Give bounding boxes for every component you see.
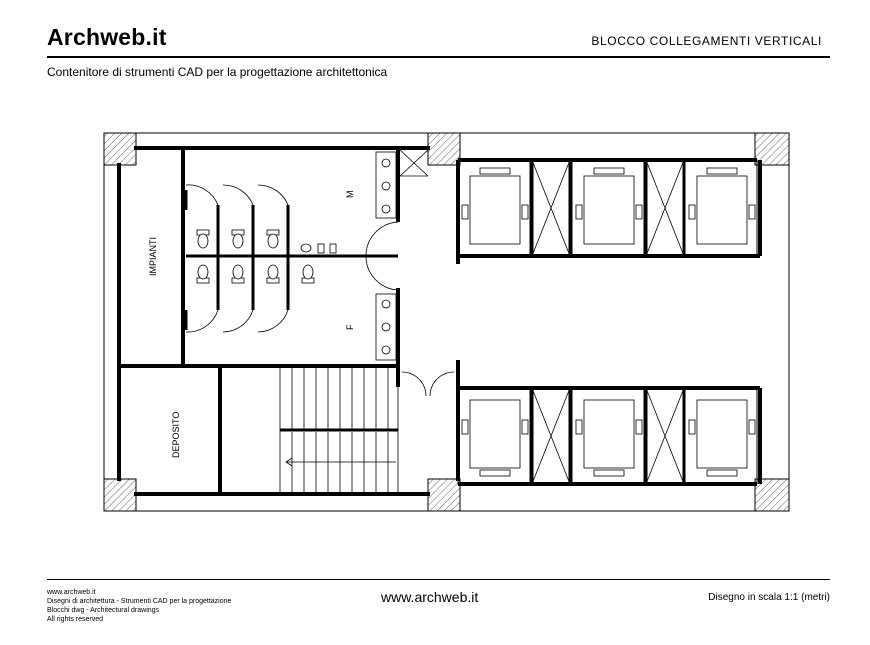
footer-scale: Disegno in scala 1:1 (metri) bbox=[708, 592, 830, 603]
label-impianti: IMPIANTI bbox=[148, 236, 158, 276]
column bbox=[104, 479, 136, 511]
columns bbox=[104, 133, 789, 511]
corridor bbox=[400, 150, 428, 176]
toilet-icon bbox=[232, 230, 244, 248]
footer-line: All rights reserved bbox=[47, 616, 104, 623]
logo: Archweb.it bbox=[47, 24, 167, 50]
toilet-icon bbox=[232, 265, 244, 283]
elevator-bank-bottom bbox=[458, 388, 760, 484]
footer-line: Blocchi dwg - Architectural drawings bbox=[47, 607, 160, 614]
footer-site-link[interactable]: www.archweb.it bbox=[381, 589, 479, 605]
urinal-icon bbox=[301, 244, 311, 252]
footer-rule bbox=[47, 579, 830, 580]
sink-icon bbox=[382, 300, 390, 354]
column bbox=[428, 479, 460, 511]
walls bbox=[119, 148, 755, 494]
toilet-icon bbox=[267, 265, 279, 283]
toilet-icon bbox=[197, 265, 209, 283]
urinal-icon bbox=[330, 244, 336, 253]
toilet-icon bbox=[197, 230, 209, 248]
footer-line: Disegni di architettura - Strumenti CAD per la progettazione bbox=[47, 598, 232, 605]
elevator-bank-top bbox=[458, 160, 760, 256]
footer-line: www.archweb.it bbox=[47, 589, 96, 596]
toilet-icon bbox=[302, 265, 314, 283]
sink-icon bbox=[382, 159, 390, 213]
drawing-subtitle: Contenitore di strumenti CAD per la progettazione architettonica bbox=[47, 65, 388, 79]
column bbox=[104, 133, 136, 165]
building-outline bbox=[104, 133, 789, 511]
column bbox=[428, 133, 460, 165]
toilet-icon bbox=[267, 230, 279, 248]
urinal-icon bbox=[318, 244, 324, 253]
label-men: M bbox=[345, 190, 355, 198]
drawing-title: BLOCCO COLLEGAMENTI VERTICALI bbox=[591, 34, 822, 48]
staircase bbox=[280, 366, 398, 494]
footer-credits bbox=[47, 588, 231, 624]
label-women: F bbox=[345, 324, 355, 330]
label-deposito: DEPOSITO bbox=[171, 411, 181, 458]
